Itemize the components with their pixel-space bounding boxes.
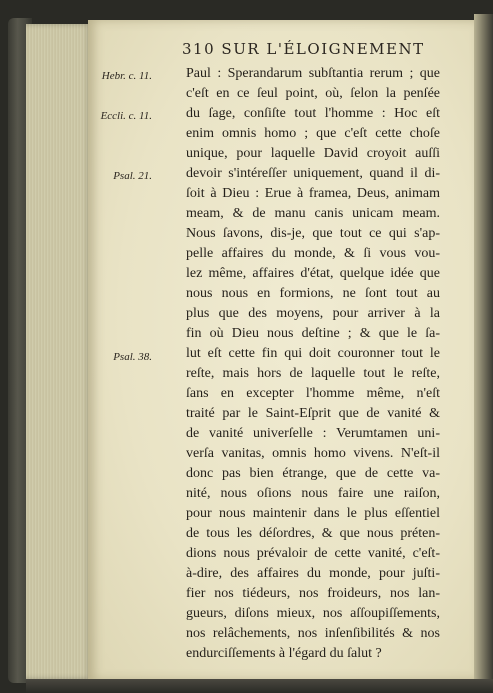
margin-note: Psal. 38. xyxy=(113,351,152,363)
text-line: c'eſt en ce ſeul point, où, ſelon la penſée xyxy=(186,86,440,101)
text-line: reſte, mais hors de laquelle tout le reſte, xyxy=(186,366,440,381)
text-line: de tous les déſordres, & que nous préten- xyxy=(186,526,440,541)
text-line: Paul : Sperandarum subſtantia rerum ; que xyxy=(186,66,440,81)
text-line: pour nous maintenir dans le plus eſſentiel xyxy=(186,506,440,521)
page-title: SUR L'ÉLOIGNEMENT xyxy=(221,40,425,58)
text-line: verſa vanitas, omnis homo vivens. N'eſt-il xyxy=(186,446,440,461)
text-line: traité par le Saint-Eſprit que de vanité & xyxy=(186,406,440,421)
text-line: gueurs, diſons mieux, nos aſſoupiſſements, xyxy=(186,606,440,621)
text-line: Nous ſavons, dis-je, que tout ce qui s'ap- xyxy=(186,226,440,241)
text-line: endurciſſements à l'égard du ſalut ? xyxy=(186,646,382,661)
facing-page-edge xyxy=(474,14,493,682)
text-line: enim omnis homo ; que c'eſt cette choſe xyxy=(186,126,440,141)
text-line: fier nos tiédeurs, nos froideurs, nos lan- xyxy=(186,586,440,601)
margin-note: Eccli. c. 11. xyxy=(100,110,152,122)
text-line: pelle affaires du monde, & ſi vous vou- xyxy=(186,246,440,261)
text-line: devoir s'intéreſſer uniquement, quand il di- xyxy=(186,166,440,181)
text-line: du ſage, conſiſte tout l'homme : Hoc eſt xyxy=(186,106,440,121)
text-line: ſans en excepter l'homme même, n'eſt xyxy=(186,386,440,401)
text-line: lez même, affaires d'état, quelque idée que xyxy=(186,266,440,281)
text-line: dions nous prévaloir de cette vanité, c'eſt- xyxy=(186,546,440,561)
margin-note: Psal. 21. xyxy=(113,170,152,182)
running-head xyxy=(182,40,425,58)
page-number: 310 xyxy=(182,40,216,58)
text-line: nos relâchements, nos inſenſibilités & nos xyxy=(186,626,440,641)
text-line: de vanité univerſelle : Verumtamen uni- xyxy=(186,426,440,441)
text-line: ſoit à Dieu : Erue à framea, Deus, animam xyxy=(186,186,440,201)
text-line: lut eſt cette fin qui doit couronner tout le xyxy=(186,346,440,361)
text-line: fin où Dieu nous deſtine ; & que le ſa- xyxy=(186,326,440,341)
text-line: donc pas bien étrange, que de cette va- xyxy=(186,466,440,481)
text-line: unique, pour laquelle David croyoit auſſi xyxy=(186,146,440,161)
margin-note: Hebr. c. 11. xyxy=(101,70,152,82)
text-line: nous nous en formions, ne ſont tout au xyxy=(186,286,440,301)
text-line: nité, nous oſions nous faire une raiſon, xyxy=(186,486,440,501)
text-line: plus que des moyens, pour arriver à la xyxy=(186,306,440,321)
text-line: à-dire, des affaires du monde, pour juſti- xyxy=(186,566,440,581)
bottom-edge xyxy=(26,679,493,693)
text-line: meam, & de manu canis unicam meam. xyxy=(186,206,440,221)
